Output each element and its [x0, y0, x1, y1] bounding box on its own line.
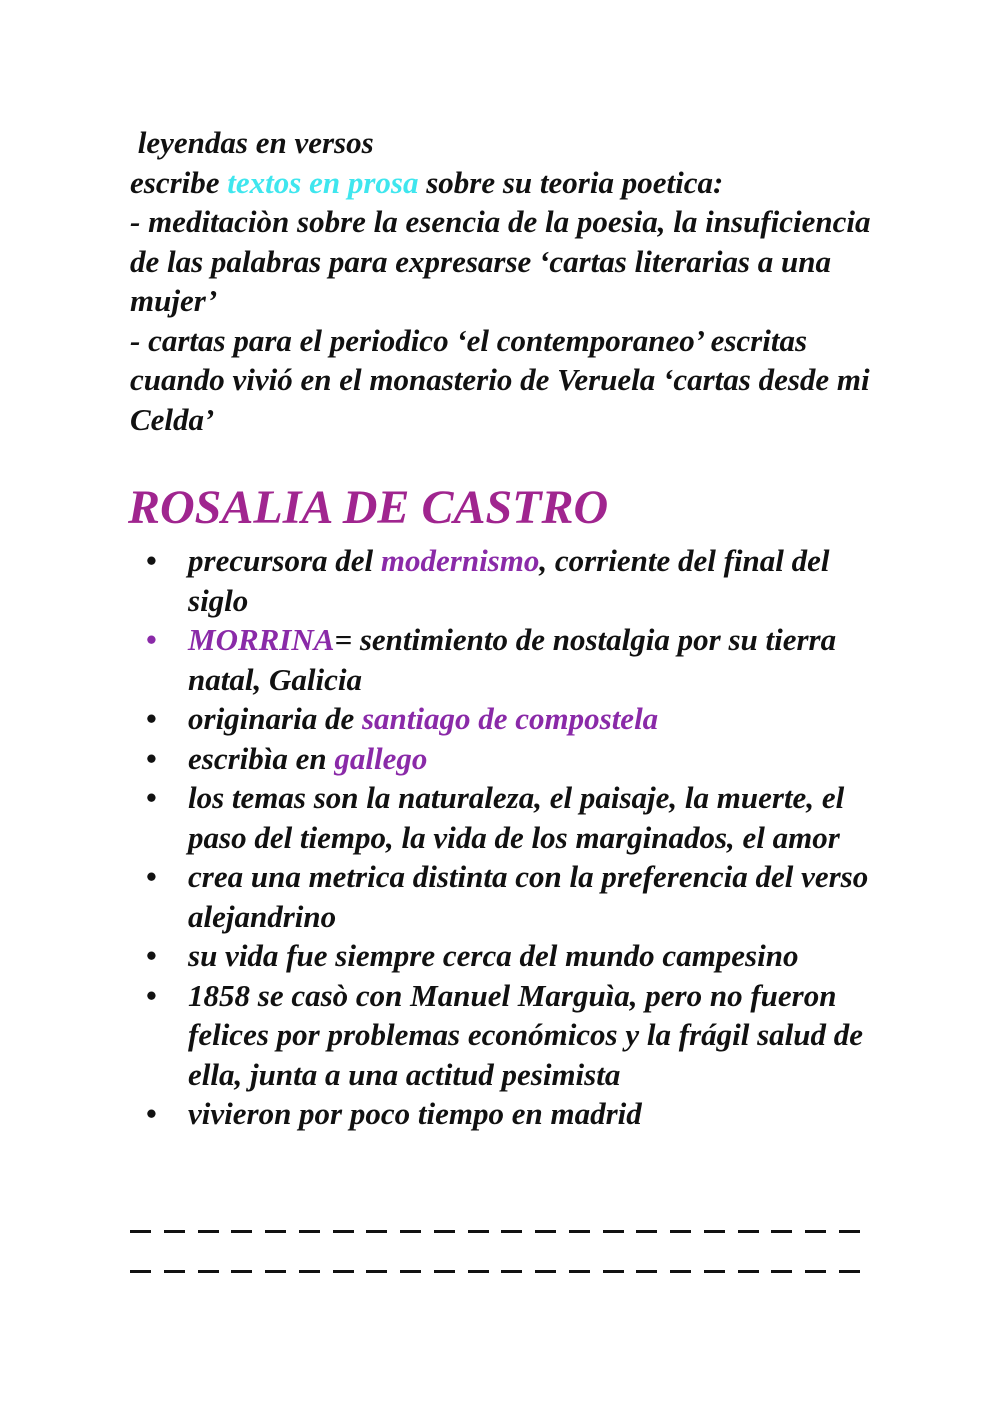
highlight-santiago: santiago de compostela	[361, 701, 659, 736]
dash-segment	[366, 1230, 387, 1233]
dash-segment	[400, 1270, 421, 1273]
dash-segment	[164, 1270, 185, 1273]
intro-line-leyendas: leyendas en versos	[130, 125, 374, 160]
bullet-icon: •	[146, 1096, 157, 1131]
dash-segment	[839, 1230, 860, 1233]
dashed-line-2	[130, 1251, 860, 1291]
dash-segment	[468, 1270, 489, 1273]
dash-segment	[130, 1230, 151, 1233]
list-item-text: = sentimiento de nostalgia por su tierra natal, Galicia	[188, 622, 837, 697]
dash-segment	[738, 1270, 759, 1273]
intro-text: sobre su teoria poetica:	[418, 164, 724, 200]
bullet-icon: •	[146, 622, 157, 657]
dash-segment	[738, 1230, 759, 1233]
dash-segment	[771, 1230, 792, 1233]
list-item	[130, 739, 890, 779]
dash-segment	[231, 1270, 252, 1273]
list-item-text: su vida fue siempre cerca del mundo campesino	[188, 938, 799, 973]
dash-segment	[603, 1270, 624, 1273]
list-item	[130, 541, 890, 620]
list-item-text: vivieron por poco tiempo en madrid	[188, 1096, 642, 1131]
bullet-icon: •	[146, 701, 157, 736]
intro-line-escribe	[130, 163, 890, 203]
list-item-text: originaria de	[188, 701, 362, 736]
intro-section	[130, 123, 890, 439]
dash-segment	[468, 1230, 489, 1233]
bullet-icon: •	[146, 543, 157, 578]
dash-segment	[805, 1270, 826, 1273]
dash-segment	[771, 1270, 792, 1273]
dash-segment	[198, 1270, 219, 1273]
dash-segment	[603, 1230, 624, 1233]
bullet-icon: •	[146, 938, 157, 973]
bullet-icon: •	[146, 740, 157, 776]
dash-segment	[333, 1270, 354, 1273]
bullet-icon: •	[146, 859, 157, 894]
dash-segment	[333, 1230, 354, 1233]
dash-segment	[569, 1230, 590, 1233]
dash-segment	[164, 1230, 185, 1233]
bullet-icon: •	[146, 977, 157, 1013]
dashed-line-1	[130, 1211, 860, 1251]
dash-segment	[299, 1270, 320, 1273]
list-item	[130, 620, 890, 699]
dash-segment	[434, 1270, 455, 1273]
document-page	[128, 123, 890, 1131]
dash-segment	[636, 1270, 657, 1273]
dash-segment	[535, 1270, 556, 1273]
intro-paragraph-cartas: - cartas para el periodico ‘el contemporaneo’ escritas cuando vivió en el monasterio de Veruela ‘cartas desde mi Celda’	[130, 322, 878, 437]
dash-segment	[366, 1270, 387, 1273]
dash-segment	[265, 1270, 286, 1273]
dash-segment	[839, 1270, 860, 1273]
highlight-textos-en-prosa: textos en prosa	[227, 164, 419, 200]
list-item-text: 1858 se casò con Manuel Marguìa, pero no fueron felices por problemas económicos y la frágil salud de ella, junta a una actitud pesimista	[188, 977, 864, 1092]
bullet-list	[130, 541, 890, 1134]
list-item	[130, 857, 890, 936]
list-item	[130, 699, 890, 739]
list-item	[130, 1094, 890, 1134]
dash-segment	[704, 1230, 725, 1233]
dash-segment	[704, 1270, 725, 1273]
dash-segment	[670, 1230, 691, 1233]
dash-segment	[231, 1230, 252, 1233]
dash-segment	[265, 1230, 286, 1233]
dash-segment	[299, 1230, 320, 1233]
dash-segment	[501, 1270, 522, 1273]
dash-segment	[434, 1230, 455, 1233]
list-item	[130, 936, 890, 976]
dashed-divider	[130, 1211, 860, 1291]
dash-segment	[130, 1270, 151, 1273]
highlight-modernismo: modernismo	[380, 543, 540, 578]
section-heading: ROSALIA DE CASTRO	[128, 481, 609, 534]
dash-segment	[670, 1270, 691, 1273]
list-item	[130, 778, 890, 857]
dash-segment	[400, 1230, 421, 1233]
dash-segment	[535, 1230, 556, 1233]
list-item-text: crea una metrica distinta con la preferencia del verso alejandrino	[188, 859, 869, 934]
bullet-icon: •	[146, 780, 157, 815]
list-item-text: precursora del	[188, 543, 381, 578]
list-item-text: los temas son la naturaleza, el paisaje, la muerte, el paso del tiempo, la vida de los marginados, el amor	[188, 780, 845, 855]
dash-segment	[636, 1230, 657, 1233]
dash-segment	[501, 1230, 522, 1233]
intro-text: escribe	[130, 164, 228, 200]
highlight-gallego: gallego	[334, 740, 428, 776]
list-item-text: , corriente del final del siglo	[188, 543, 830, 618]
dash-segment	[569, 1270, 590, 1273]
list-item	[130, 976, 890, 1095]
dash-segment	[198, 1230, 219, 1233]
intro-paragraph-meditacion: - meditaciòn sobre la esencia de la poesia, la insuficiencia de las palabras para expresarse ‘cartas literarias a una mujer’	[130, 204, 879, 318]
highlight-morrina: MORRINA	[188, 622, 335, 657]
dash-segment	[805, 1230, 826, 1233]
list-item-text: escribìa en	[188, 740, 335, 776]
